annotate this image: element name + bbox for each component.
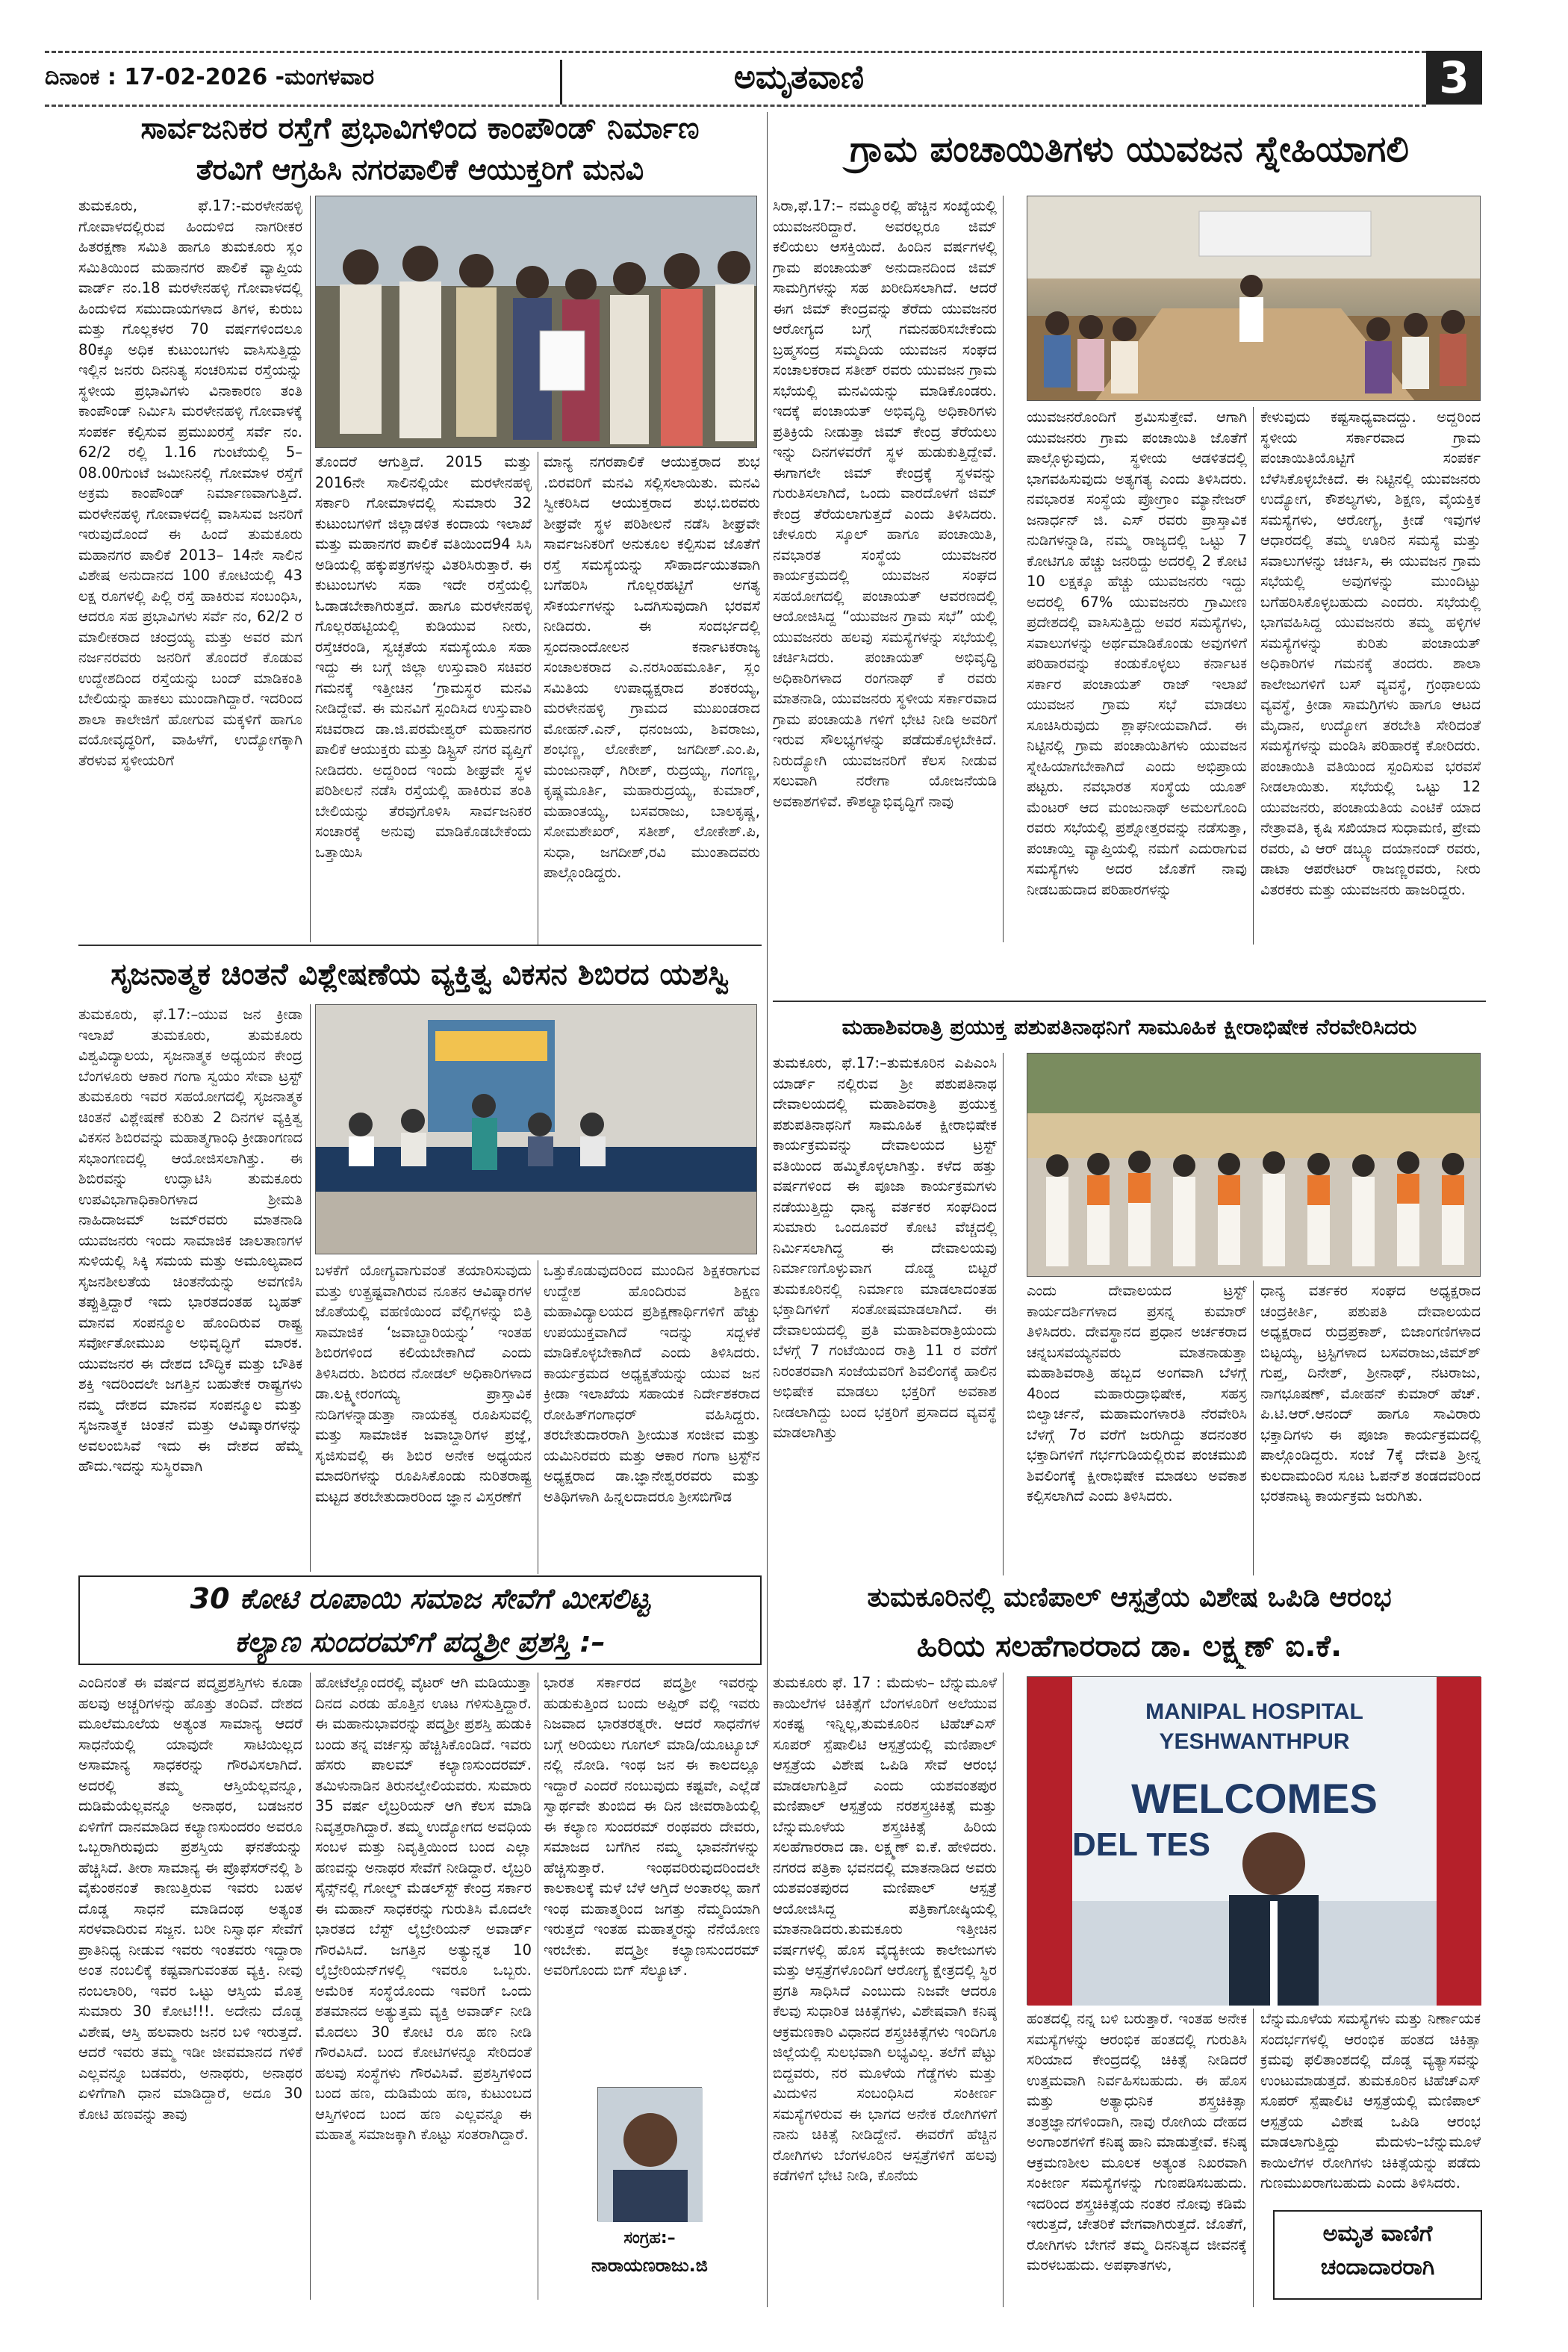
page-number: 3 xyxy=(1426,51,1482,105)
story6-headline-line1: ತುಮಕೂರಿನಲ್ಲಿ ಮಣಿಪಾಲ್ ಆಸ್ಪತ್ರೆಯ ವಿಶೇಷ ಒಪಿಡಿ ಆರಂಭ xyxy=(867,1582,1392,1613)
section-rule xyxy=(773,1001,1486,1002)
section-rule xyxy=(78,945,762,946)
masthead-bottom-rule xyxy=(45,105,1426,107)
story3-column-3: ಒತ್ತುಕೊಡುವುದರಿಂದ ಮುಂದಿನ ಶಿಕ್ಷಕರಾಗುವ ಉದ್ದೇಶ ಹೊಂದಿರುವ ಶಿಕ್ಷಣ ಮಹಾವಿದ್ಯಾಲಯದ ಪ್ರಶಿಕ್ಷಣಾರ್ಥಿಗಳಿಗೆ ಹೆಚ್ಚು ಉಪಯುಕ್ತವಾಗಿದೆ ಇದನ್ನು ಸದ್ಬಳಕೆ ಮಾಡಿಕೊಳ್ಳಬೇಕಾಗಿದೆ ಎಂದು ತಿಳಿಸಿದರು. ಕಾರ್ಯಕ್ರಮದ ಅಧ್ಯಕ್ಷತೆಯನ್ನು ಯುವ ಜನ ಕ್ರೀಡಾ ಇಲಾಖೆಯ ಸಹಾಯಕ ನಿರ್ದೇಶಕರಾದ ರೋಹಿತ್‌ಗಂಗಾಧರ್ ವಹಿಸಿದ್ದರು. ತರಬೇತುದಾರರಾಗಿ ಶ್ರೀಯುತ ಸಂಜೀವ ಮತ್ತು ಯಮಿನಿರವರು ಮತ್ತು ಆಕಾರ ಗಂಗಾ ಟ್ರಸ್ಟ್‌ನ ಅಧ್ಯಕ್ಷರಾದ ಡಾ.ಜ್ಞಾನೇಶ್ವರರವರು ಮತ್ತು ಅತಿಥಿಗಳಾಗಿ ಹಿನ್ನಲದಾದರೂ ಶ್ರೀಸಬಿಗೌಡ xyxy=(544,1262,760,1505)
banner-line-1: MANIPAL HOSPITAL xyxy=(1145,1699,1363,1724)
story5-column-3: ಭಾರತ ಸರ್ಕಾರದ ಪದ್ಮಶ್ರೀ ಇವರನ್ನು ಹುಡುಕುತ್ತಿಂದ ಬಂದು ಅಪ್ಪಿರ್ ವಲ್ಲಿ ಇವರು ನಿಜವಾದ ಭಾರತರತ್ನರೇ. ಆದರೆ ಸಾಧನೆಗಳ ಬಗ್ಗೆ ಅರಿಯಲು ಗೂಗಲ್ ಮಾಡಿ/ಯೂಟ್ಯೂಬ್ ನಲ್ಲಿ ನೋಡಿ. ಇಂಥ ಜನ ಈ ಕಾಲದಲ್ಲೂ ಇದ್ದಾರೆ ಎಂದರೆ ನಂಬುವುದು ಕಷ್ಟವೇ, ಎಲ್ಲೆಡೆ ಸ್ವಾರ್ಥವೇ ತುಂಬಿದ ಈ ದಿನ ಜೀವರಾಶಿಯಲ್ಲಿ ಈ ಕಲ್ಯಾಣ ಸುಂದರಮ್ ರಂಥವರು ದೇವರು, ಸಮಾಜದ ಬಗೆಗಿನ ನಮ್ಮ ಭಾವನೆಗಳನ್ನು ಹೆಚ್ಚಿಸುತ್ತಾರೆ. ಇಂಥವರಿರುವುದರಿಂದಲೇ ಕಾಲಕಾಲಕ್ಕೆ ಮಳೆ ಬೆಳೆ ಆಗ್ತಿದೆ ಅಂತಾರಲ್ಲ ಹಾಗೆ ಇಂಥ ಮಹಾತ್ಮರಿಂದ ಜಗತ್ತು ನೆಮ್ಮದಿಯಾಗಿ ಇರುತ್ತದೆ ಇಂತಹ ಮಹಾತ್ಮರನ್ನು ನೆನೆಯೋಣ ಇರಬೇಕು. ಪದ್ಮಶ್ರೀ ಕಲ್ಯಾಣಸುಂದರಮ್ ಅವರಿಗೊಂದು ಬಿಗ್ ಸೆಲ್ಯೂಟ್. xyxy=(544,1674,760,1979)
column-rule xyxy=(310,196,311,942)
masthead-divider xyxy=(560,60,562,105)
column-rule xyxy=(1253,1281,1254,1575)
story6-photo xyxy=(1027,1676,1481,2005)
subscribe-line-1: ಅಮೃತ ವಾಣಿಗೆ xyxy=(1322,2221,1433,2247)
story5-headline-line1: 30 ಕೋಟಿ ರೂಪಾಯಿ ಸಮಾಜ ಸೇವೆಗೆ ಮೀಸಲಿಟ್ಟ xyxy=(190,1582,650,1615)
story6-headline-line2: ಹಿರಿಯ ಸಲಹೆಗಾರರಾದ ಡಾ. ಲಕ್ಷ್ಮಣ್ ಐ.ಕೆ. xyxy=(916,1629,1343,1664)
column-rule xyxy=(310,1673,311,2300)
column-rule xyxy=(1253,407,1254,945)
group-photo-illustration xyxy=(316,196,757,448)
top-dashed-rule xyxy=(45,51,1426,53)
story3-column-2: ಬಳಕೆಗೆ ಯೋಗ್ಯವಾಗುವಂತೆ ತಯಾರಿಸುವುದು ಮತ್ತು ಉತ್ಪ್ರಷ್ಟವಾಗಿರುವ ನೂತನ ಆವಿಷ್ಕಾರಗಳ ಜೊತೆಯಲ್ಲಿ ವಹಣಿಯಿಂದ ವೆಲ್ಲಿಗಳನ್ನು ಬಿತ್ರಿ ಸಾಮಾಜಿಕ ‘ಜವಾಬ್ದಾರಿಯನ್ನು’ ಇಂತಹ ಶಿಬಿರಗಳಿಂದ ಕಲಿಯಬೇಕಾಗಿದೆ ಎಂದು ತಿಳಿಸಿದರು. ಶಿಬಿರದ ನೋಡಲ್ ಅಧಿಕಾರಿಗಳಾದ ಡಾ.ಲಕ್ಷ್ಮೀರಂಗಯ್ಯ ಪ್ರಾಸ್ತಾವಿಕ ನುಡಿಗಳನ್ನಾಡುತ್ತಾ ನಾಯಕತ್ವ ರೂಪಿಸುವಲ್ಲಿ ಮತ್ತು ಸಾಮಾಜಿಕ ಜವಾಬ್ದಾರಿಗಳ ಪ್ರಜ್ಞೆ, ಸೃಜಿಸುವಲ್ಲಿ ಈ ಶಿಬಿರ ಅನೇಕ ಅಧ್ಯಯನ ಮಾದರಿಗಳನ್ನು ರೂಪಿಸಿಕೊಂಡು ನುರಿತರಾಷ್ಟ್ರ ಮಟ್ಟದ ತರಬೇತುದಾರರಿಂದ ಜ್ಞಾನ ವಿಸ್ತರಣೆಗೆ xyxy=(315,1262,532,1505)
column-rule xyxy=(1003,1053,1004,1575)
column-rule xyxy=(310,1004,311,1572)
story1-column-3: ಮಾನ್ಯ ನಗರಪಾಲಿಕೆ ಆಯುಕ್ತರಾದ ಶುಭ .ಬಿರವರಿಗೆ ಮನವಿ ಸಲ್ಲಿಸಲಾಯಿತು. ಮನವಿ ಸ್ವೀಕರಿಸಿದ ಆಯುಕ್ತರಾದ ಶುಭ.ಬಿರವರು ಶೀಘ್ರವೇ ಸ್ಥಳ ಪರಿಶೀಲನೆ ನಡೆಸಿ ಶೀಘ್ರವೇ ಸಾರ್ವಜನಿಕರಿಗೆ ಅನುಕೂಲ ಕಲ್ಪಿಸುವ ಜೊತೆಗೆ ರಸ್ತೆ ಸಮಸ್ಯೆಯನ್ನು ಸೌಹಾರ್ದಯುತವಾಗಿ ಬಗೆಹರಿಸಿ ಗೊಲ್ಲರಹಟ್ಟಿಗೆ ಅಗತ್ಯ ಸೌಕರ್ಯಗಳನ್ನು ಒದಗಿಸುವುದಾಗಿ ಭರವಸೆ ನೀಡಿದರು. ಈ ಸಂದರ್ಭದಲ್ಲಿ ಸ್ಪಂದನಾಂದೋಲನ ಕರ್ನಾಟಕರಾಜ್ಯ ಸಂಚಾಲಕರಾದ ಎ.ನರಸಿಂಹಮೂರ್ತಿ, ಸ್ಲಂ ಸಮಿತಿಯ ಉಪಾಧ್ಯಕ್ಷರಾದ ಶಂಕರಯ್ಯ, ಮರಳೇನಹಳ್ಳಿ ಗ್ರಾಮದ ಮುಖಂಡರಾದ ಮೋಹನ್.ಎನ್, ಧನಂಜಯ, ಶಿವರಾಜು, ಶಂಭಣ್ಣ, ಲೋಕೇಶ್, ಜಗದೀಶ್.ಎಂ.ಪಿ, ಮಂಜುನಾಥ್, ಗಿರೀಶ್, ರುದ್ರಯ್ಯ, ಗಂಗಣ್ಣ, ಕೃಷ್ಣಮೂರ್ತಿ, ಮಹಾರುದ್ರಯ್ಯ, ಕುಮಾರ್, ಮಹಾಂತಯ್ಯ, ಬಸವರಾಜು, ಬಾಲಕೃಷ್ಣ, ಸೋಮಶೇಖರ್, ಸತೀಶ್, ಲೋಕೇಶ್.ಪಿ, ಸುಧಾ, ಜಗದೀಶ್,ರವಿ ಮುಂತಾದವರು ಪಾಲ್ಗೊಂಡಿದ್ದರು. xyxy=(544,453,760,881)
story6-column-1: ತುಮಕೂರು ಫೆ. 17 : ಮೆದುಳು– ಬೆನ್ನುಮೂಳೆ ಕಾಯಿಲೆಗಳ ಚಿಕಿತ್ಸೆಗೆ ಬೆಂಗಳೂರಿಗೆ ಅಲೆಯುವ ಸಂಕಷ್ಟ ಇನ್ನಿಲ್ಲ,ತುಮಕೂರಿನ ಟಿಹೆಚ್‌ಎಸ್ ಸೂಪರ್ ಸ್ಪೆಷಾಲಿಟಿ ಆಸ್ಪತ್ರೆಯಲ್ಲಿ ಮಣಿಪಾಲ್ ಆಸ್ಪತ್ರೆಯ ವಿಶೇಷ ಒಪಿಡಿ ಸೇವೆ ಆರಂಭ ಮಾಡಲಾಗುತ್ತಿದೆ ಎಂದು ಯಶವಂತಪುರ ಮಣಿಪಾಲ್ ಆಸ್ಪತ್ರೆಯ ನರಶಸ್ತ್ರಚಿಕಿತ್ಸೆ ಮತ್ತು ಬೆನ್ನುಮೂಳೆಯ ಶಸ್ತ್ರಚಿಕಿತ್ಸೆ ಹಿರಿಯ ಸಲಹೆಗಾರರಾದ ಡಾ. ಲಕ್ಷ್ಮಣ್ ಐ.ಕೆ. ಹೇಳಿದರು. ನಗರದ ಪತ್ರಿಕಾ ಭವನದಲ್ಲಿ ಮಾತನಾಡಿದ ಅವರು ಯಶವಂತಪುರದ ಮಣಿಪಾಲ್ ಆಸ್ಪತ್ರೆ ಆಯೋಜಿಸಿದ್ದ ಪತ್ರಿಕಾಗೋಷ್ಠಿಯಲ್ಲಿ ಮಾತನಾಡಿದರು.ತುಮಕೂರು ಇತ್ತೀಚಿನ ವರ್ಷಗಳಲ್ಲಿ ಹೊಸ ವೈದ್ಯಕೀಯ ಕಾಲೇಜುಗಳು ಮತ್ತು ಆಸ್ಪತ್ರೆಗಳೊಂದಿಗೆ ಆರೋಗ್ಯ ಕ್ಷೇತ್ರದಲ್ಲಿ ಸ್ಥಿರ ಪ್ರಗತಿ ಸಾಧಿಸಿದೆ ಎಂಬುದು ನಿಜವೇ ಆದರೂ ಕೆಲವು ಸುಧಾರಿತ ಚಿಕಿತ್ಸೆಗಳು, ವಿಶೇಷವಾಗಿ ಕನಿಷ್ಠ ಆಕ್ರಮಣಕಾರಿ ವಿಧಾನದ ಶಸ್ತ್ರಚಿಕಿತ್ಸೆಗಳು ಇಂದಿಗೂ ಜಿಲ್ಲೆಯಲ್ಲಿ ಸುಲಭವಾಗಿ ಲಭ್ಯವಿಲ್ಲ. ತಲೆಗೆ ಪೆಟ್ಟು ಬಿದ್ದವರು, ನರ ಮೂಳೆಯ ಗೆಡ್ಡೆಗಳು ಮತ್ತು ಮಿದುಳಿನ ಸಂಬಂಧಿಸಿದ ಸಂಕೀರ್ಣ ಸಮಸ್ಯೆಗಳಿರುವ ಈ ಭಾಗದ ಅನೇಕ ರೋಗಿಗಳಿಗೆ ನಾನು ಚಿಕಿತ್ಸೆ ನೀಡಿದ್ದೇನೆ. ಈವರೆಗೆ ಹೆಚ್ಚಿನ ರೋಗಿಗಳು ಬೆಂಗಳೂರಿನ ಆಸ್ಪತ್ರೆಗಳಿಗೆ ಹಲವು ಕಡೆಗಳಿಗೆ ಭೇಟಿ ನೀಡಿ, ಕೊನೆಯ xyxy=(773,1674,997,2184)
column-rule xyxy=(1253,2009,1254,2307)
story2-photo xyxy=(1027,196,1481,401)
story2-column-2: ಯುವಜನರೊಂದಿಗೆ ಶ್ರಮಿಸುತ್ತೇವೆ. ಆಗಾಗಿ ಯುವಜನರು ಗ್ರಾಮ ಪಂಚಾಯಿತಿ ಜೊತೆಗೆ ಪಾಲ್ಗೊಳ್ಳುವುದು, ಸ್ಥಳೀಯ ಆಡಳಿತದಲ್ಲಿ ಭಾಗವಹಿಸುವುದು ಅತ್ಯಗತ್ಯ ಎಂದು ತಿಳಿಸಿದರು. ನವಭಾರತ ಸಂಸ್ಥೆಯ ಪ್ರೋಗ್ರಾಂ ಮ್ಯಾನೇಜರ್ ಜನಾರ್ಧನ್ ಜಿ. ಎಸ್ ರವರು ಪ್ರಾಸ್ತಾವಿಕ ನುಡಿಗಳನ್ನಾಡಿ, ನಮ್ಮ ರಾಜ್ಯದಲ್ಲಿ ಒಟ್ಟು 7 ಕೋಟಿಗೂ ಹೆಚ್ಚು ಜನರಿದ್ದು ಅದರಲ್ಲಿ 2 ಕೋಟಿ 10 ಲಕ್ಷಕ್ಕೂ ಹೆಚ್ಚು ಯುವಜನರು ಇದ್ದು ಅದರಲ್ಲಿ 67% ಯುವಜನರು ಗ್ರಾಮೀಣ ಪ್ರದೇಶದಲ್ಲಿ ವಾಸಿಸುತ್ತಿದ್ದು ಅವರ ಸಮಸ್ಯೆಗಳು, ಸವಾಲುಗಳನ್ನು ಅರ್ಥಮಾಡಿಕೊಂಡು ಅವುಗಳಿಗೆ ಪರಿಹಾರವನ್ನು ಕಂಡುಕೊಳ್ಳಲು ಕರ್ನಾಟಕ ಸರ್ಕಾರ ಪಂಚಾಯತ್ ರಾಜ್ ಇಲಾಖೆ ಯುವಜನ ಗ್ರಾಮ ಸಭೆ ಮಾಡಲು ಸೂಚಿಸಿರುವುದು ಶ್ಲಾಘನೀಯವಾಗಿದೆ. ಈ ನಿಟ್ಟಿನಲ್ಲಿ ಗ್ರಾಮ ಪಂಚಾಯಿತಿಗಳು ಯುವಜನ ಸ್ನೇಹಿಯಾಗಬೇಕಾಗಿದೆ ಎಂದು ಅಭಿಪ್ರಾಯ ಪಟ್ಟರು. ನವಭಾರತ ಸಂಸ್ಥೆಯ ಯೂತ್ ಮೆಂಟರ್ ಆದ ಮಂಜುನಾಥ್ ಅಮಲಗೊಂದಿ ರವರು ಸಭೆಯಲ್ಲಿ ಪ್ರಶ್ನೋತ್ತರವನ್ನು ನಡೆಸುತ್ತಾ, ಪಂಚಾಯ್ತಿ ವ್ಯಾಪ್ತಿಯಲ್ಲಿ ನಮಗೆ ಎದುರಾಗುವ ಸಮಸ್ಯೆಗಳು ಅದರ ಜೊತೆಗೆ ನಾವು ನೀಡಬಹುದಾದ ಪರಿಹಾರಗಳನ್ನು xyxy=(1027,408,1247,898)
story4-column-2: ಎಂದು ದೇವಾಲಯದ ಟ್ರಸ್ಟ್ ಕಾರ್ಯದರ್ಶಿಗಳಾದ ಪ್ರಸನ್ನ ಕುಮಾರ್ ತಿಳಿಸಿದರು. ದೇವಸ್ಥಾನದ ಪ್ರಧಾನ ಅರ್ಚಕರಾದ ಚನ್ನಬಸವಯ್ಯನವರು ಮಾತನಾಡುತ್ತಾ ಮಹಾಶಿವರಾತ್ರಿ ಹಬ್ಬದ ಅಂಗವಾಗಿ ಬೆಳಗ್ಗೆ 4ರಿಂದ ಮಹಾರುದ್ರಾಭಿಷೇಕ, ಸಹಸ್ರ ಬಿಲ್ವಾರ್ಚನೆ, ಮಹಾಮಂಗಳಾರತಿ ನೆರವೇರಿಸಿ ಬೆಳಗ್ಗೆ 7ರ ವರೆಗೆ ಜರುಗಿದ್ದು ತದನಂತರ ಭಕ್ತಾದಿಗಳಿಗೆ ಗರ್ಭಗುಡಿಯಲ್ಲಿರುವ ಪಂಚಮುಖಿ ಶಿವಲಿಂಗಕ್ಕೆ ಕ್ಷೀರಾಭಿಷೇಕ ಮಾಡಲು ಅವಕಾಶ ಕಲ್ಪಿಸಲಾಗಿದೆ ಎಂದು ತಿಳಿಸಿದರು. xyxy=(1027,1282,1247,1505)
story4-column-1: ತುಮಕೂರು, ಫೆ.17:–ತುಮಕೂರಿನ ಎಪಿಎಂಸಿ ಯಾರ್ಡ್ ನಲ್ಲಿರುವ ಶ್ರೀ ಪಶುಪತಿನಾಥ ದೇವಾಲಯದಲ್ಲಿ ಮಹಾಶಿವರಾತ್ರಿ ಪ್ರಯುಕ್ತ ಪಶುಪತಿನಾಥನಿಗೆ ಸಾಮೂಹಿಕ ಕ್ಷೀರಾಭಿಷೇಕ ಕಾರ್ಯಕ್ರಮವನ್ನು ದೇವಾಲಯದ ಟ್ರಸ್ಟ್ ವತಿಯಿಂದ ಹಮ್ಮಿಕೊಳ್ಳಲಾಗಿತ್ತು. ಕಳೆದ ಹತ್ತು ವರ್ಷಗಳಿಂದ ಈ ಪೂಜಾ ಕಾರ್ಯಕ್ರಮಗಳು ನಡೆಯುತ್ತಿದ್ದು ಧಾನ್ಯ ವರ್ತಕರ ಸಂಘದಿಂದ ಸುಮಾರು ಒಂದೂವರೆ ಕೋಟಿ ವೆಚ್ಚದಲ್ಲಿ ನಿರ್ಮಿಸಲಾಗಿದ್ದ ಈ ದೇವಾಲಯವು ನಿರ್ಮಾಣಗೊಳ್ಳುವಾಗ ದೊಡ್ಡ ಬಿಟ್ಟರೆ ತುಮಕೂರಿನಲ್ಲಿ ನಿರ್ಮಾಣ ಮಾಡಲಾದಂತಹ ಭಕ್ತಾದಿಗಳಿಗೆ ಸಂತೋಷಮಾಡಲಾಗಿದೆ. ಈ ದೇವಾಲಯದಲ್ಲಿ ಪ್ರತಿ ಮಹಾಶಿವರಾತ್ರಿಯಂದು ಬೆಳಗ್ಗೆ 7 ಗಂಟೆಯಿಂದ ರಾತ್ರಿ 11 ರ ವರೆಗೆ ನಿರಂತರವಾಗಿ ಸಂಜೆಯವರಿಗೆ ಶಿವಲಿಂಗಕ್ಕೆ ಹಾಲಿನ ಅಭಿಷೇಕ ಮಾಡಲು ಭಕ್ತರಿಗೆ ಅವಕಾಶ ನೀಡಲಾಗಿದ್ದು ಬಂದ ಭಕ್ತರಿಗೆ ಪ್ರಸಾದದ ವ್ಯವಸ್ಥೆ ಮಾಡಲಾಗಿತ್ತು xyxy=(773,1054,997,1441)
newspaper-title: ಅಮೃತವಾಣಿ xyxy=(733,58,865,96)
story4-column-3: ಧಾನ್ಯ ವರ್ತಕರ ಸಂಘದ ಅಧ್ಯಕ್ಷರಾದ ಚಂದ್ರಕೀರ್ತಿ, ಪಶುಪತಿ ದೇವಾಲಯದ ಅಧ್ಯಕ್ಷರಾದ ರುದ್ರಪ್ರಕಾಶ್, ಬಿಜಾಂಗಣಿಗಳಾದ ಬಿಟ್ಟಯ್ಯ, ಟ್ರಸ್ಟಿಗಳಾದ ಬಸವರಾಜು,ಜಿಮ್‌ಶ್ ಗುಪ್ತ, ದಿನೇಶ್, ಶ್ರೀನಾಥ್, ನಟರಾಜು, ನಾಗಭೂಷಣ್, ಮೋಹನ್ ಕುಮಾರ್ ಹೆಚ್. ಪಿ.ಟಿ.ಆರ್.ಆನಂದ್ ಹಾಗೂ ಸಾವಿರಾರು ಭಕ್ತಾದಿಗಳು ಈ ಪೂಜಾ ಕಾರ್ಯಕ್ರಮದಲ್ಲಿ ಪಾಲ್ಗೊಂಡಿದ್ದರು. ಸಂಜೆ 7ಕ್ಕೆ ದೇವತಿ ಶ್ರೀನ್ನ ಕುಲದಾಮಂದಿರ ಸೂಟ ಓಪನ್‌ಶ ತಂಡದವರಿಂದ ಭರತನಾಟ್ಯ ಕಾರ್ಯಕ್ರಮ ಜರುಗಿತು. xyxy=(1260,1282,1481,1505)
subscribe-line-2: ಚಂದಾದಾರರಾಗಿ xyxy=(1320,2254,1435,2280)
story3-photo xyxy=(315,1004,757,1254)
story5-column-2: ಹೋಟೆಲ್ಲೊಂದರಲ್ಲಿ ವೈಟರ್ ಆಗಿ ಮಡಿಯುತ್ತಾ ದಿನದ ಎರಡು ಹೊತ್ತಿನ ಊಟ ಗಳಿಸುತ್ತಿದ್ದಾರೆ. ಈ ಮಹಾನುಭಾವರನ್ನು ಪದ್ಮಶ್ರೀ ಪ್ರಶಸ್ತಿ ಹುಡುಕಿ ಬಂದು ತನ್ನ ವರ್ಚಸ್ಸು ಹೆಚ್ಚಿಸಿಕೊಂಡಿದೆ. ಇವರು ಹೆಸರು ಪಾಲಮ್ ಕಲ್ಯಾಣಸುಂದರಮ್. ತಮಿಳುನಾಡಿನ ತಿರುನಲ್ವೇಲಿಯವರು. ಸುಮಾರು 35 ವರ್ಷ ಲೈಬ್ರರಿಯನ್ ಆಗಿ ಕೆಲಸ ಮಾಡಿ ನಿವೃತ್ತರಾಗಿದ್ದಾರೆ. ತಮ್ಮ ಉದ್ಯೋಗದ ಅವಧಿಯ ಸಂಬಳ ಮತ್ತು ನಿವೃತ್ತಿಯಿಂದ ಬಂದ ಎಲ್ಲಾ ಹಣವನ್ನು ಅನಾಥರ ಸೇವೆಗೆ ನೀಡಿದ್ದಾರೆ. ಲೈಬ್ರರಿ ಸೈನ್ಸ್‌ನಲ್ಲಿ ಗೋಲ್ಡ್ ಮೆಡಲ್‌ಸ್ಟ್ ಕೇಂದ್ರ ಸರ್ಕಾರ ಈ ಮಹಾನ್ ಸಾಧಕರನ್ನು ಗುರುತಿಸಿ ಮೊದಲೇ ಭಾರತದ ಬೆಸ್ಟ್ ಲೈಬ್ರೇರಿಯನ್ ಅವಾರ್ಡ್ ಗೌರವಿಸಿದೆ. ಜಗತ್ತಿನ ಅತ್ಯುನ್ನತ 10 ಲೈಬ್ರೇರಿಯನ್‌ಗಳಲ್ಲಿ ಇವರೂ ಒಬ್ಬರು. ಅಮೆರಿಕ ಸಂಸ್ಥೆಯೊಂದು ಇವರಿಗೆ ಒಂದು ಶತಮಾನದ ಅತ್ಯುತ್ತಮ ವ್ಯಕ್ತಿ ಅವಾರ್ಡ್ ನೀಡಿ ಮೊದಲು 30 ಕೋಟಿ ರೂ ಹಣ ನೀಡಿ ಗೌರವಿಸಿದೆ. ಬಂದ ಕೋಟಿಗಳನ್ನೂ ಸೇರಿದಂತೆ ಹಲವು ಸಂಸ್ಥೆಗಳು ಗೌರವಿಸಿವೆ. ಪ್ರಶಸ್ತಿಗಳಿಂದ ಬಂದ ಹಣ, ದುಡಿಮೆಯ ಹಣ, ಕುಟುಂಬದ ಆಸ್ತಿಗಳಿಂದ ಬಂದ ಹಣ ಎಲ್ಲವನ್ನೂ ಈ ಮಹಾತ್ಮ ಸಮಾಜಕ್ಕಾಗಿ ಕೊಟ್ಟು ಸಂತರಾಗಿದ್ದಾರೆ. xyxy=(315,1674,532,2143)
banner-line-4: DEL TES xyxy=(1072,1826,1211,1863)
section-rule xyxy=(767,945,768,2307)
story5-column-1: ಎಂದಿನಂತೆ ಈ ವರ್ಷದ ಪದ್ಮಪ್ರಶಸ್ತಿಗಳು ಕೂಡಾ ಹಲವು ಅಚ್ಚರಿಗಳನ್ನು ಹೊತ್ತು ತಂದಿವೆ. ದೇಶದ ಮೂಲೆಮೂಲೆಯ ಅತ್ಯಂತ ಸಾಮಾನ್ಯ ಆದರೆ ಸಾಧನೆಯಲ್ಲಿ ಯಾವುದೇ ಸಾಟಿಯಿಲ್ಲದ ಅಸಾಮಾನ್ಯ ಸಾಧಕರನ್ನು ಗೌರವಿಸಲಾಗಿದೆ. ಅದರಲ್ಲಿ ತಮ್ಮ ಆಸ್ತಿಯೆಲ್ಲವನ್ನೂ, ದುಡಿಮೆಯೆಲ್ಲವನ್ನೂ ಅನಾಥರ, ಬಡಜನರ ಏಳಿಗೆಗೆ ದಾನಮಾಡಿದ ಕಲ್ಯಾಣಸುಂದರಂ ಅವರೂ ಒಬ್ಬರಾಗಿರುವುದು ಪ್ರಶಸ್ತಿಯ ಘನತೆಯನ್ನು ಹೆಚ್ಚಿಸಿದೆ. ತೀರಾ ಸಾಮಾನ್ಯ ಈ ಪ್ರೊಫೆಸರ್‌ನಲ್ಲಿ ಶಿ ವೈಕುಂಠನಂತೆ ಕಾಣುತ್ತಿರುವ ಇವರು ಬಹಳ ದೊಡ್ಡ ಸಾಧನೆ ಮಾಡಿದಂಥ ಅತ್ಯಂತ ಸರಳವಾದಿರುವ ಸಜ್ಜನ. ಬರೀ ನಿಸ್ವಾರ್ಥ ಸೇವೆಗೆ ಪ್ರಾತಿನಿಧ್ಯ ನೀಡುವ ಇವರು ಇಂತವರು ಇದ್ದಾರಾ ಅಂತ ನಂಬಲಿಕ್ಕೆ ಕಷ್ಟವಾಗುವಂತಹ ವ್ಯಕ್ತಿ. ನೀವು ನಂಬಲಾರಿರಿ, ಇವರ ಒಟ್ಟು ಆಸ್ತಿಯ ಮೊತ್ತ ಸುಮಾರು 30 ಕೋಟಿ!!!. ಅದೇನು ದೊಡ್ಡ ವಿಶೇಷ, ಆಸ್ತಿ ಹಲವಾರು ಜನರ ಬಳಿ ಇರುತ್ತದೆ. ಆದರೆ ಇವರು ತಮ್ಮ ಇಡೀ ಜೀವಮಾನದ ಗಳಿಕೆ ಎಲ್ಲವನ್ನೂ ಬಡವರು, ಅನಾಥರು, ಅನಾಥರ ಏಳಿಗೆಗಾಗಿ ಧಾನ ಮಾಡಿದ್ದಾರೆ, ಅದೂ 30 ಕೋಟಿ ಹಣವನ್ನು ತಾವು xyxy=(78,1674,302,2123)
story2-headline: ಗ್ರಾಮ ಪಂಚಾಯಿತಿಗಳು ಯುವಜನ ಸ್ನೇಹಿಯಾಗಲಿ xyxy=(850,128,1409,170)
story1-headline-line2: ತೆರವಿಗೆ ಆಗ್ರಹಿಸಿ ನಗರಪಾಲಿಕೆ ಆಯುಕ್ತರಿಗೆ ಮನವಿ xyxy=(196,153,644,186)
story1-column-2: ತೊಂದರೆ ಆಗುತ್ತಿದೆ. 2015 ಮತ್ತು 2016ನೇ ಸಾಲಿನಲ್ಲಿಯೇ ಮರಳೇನಹಳ್ಳಿ ಸರ್ಕಾರಿ ಗೋಮಾಳದಲ್ಲಿ ಸುಮಾರು 32 ಕುಟುಂಬಗಳಿಗೆ ಜಿಲ್ಲಾಡಳಿತ ಕಂದಾಯ ಇಲಾಖೆ ಮತ್ತು ಮಹಾನಗರ ಪಾಲಿಕೆ ವತಿಯಿಂದ94 ಸಿಸಿ ಅಡಿಯಲ್ಲಿ ಹಕ್ಕುಪತ್ರಗಳನ್ನು ವಿತರಿಸಿರುತ್ತಾರೆ. ಈ ಕುಟುಂಬಗಳು ಸಹಾ ಇದೇ ರಸ್ತೆಯಲ್ಲಿ ಓಡಾಡಬೇಕಾಗಿರುತ್ತದೆ. ಹಾಗೂ ಮರಳೇನಹಳ್ಳಿ ಗೊಲ್ಲರಹಟ್ಟಿಯಲ್ಲಿ ಕುಡಿಯುವ ನೀರು, ರಸ್ತೆಚರಂಡಿ, ಸ್ವಚ್ಛತೆಯ ಸಮಸ್ಯೆಯೂ ಸಹಾ ಇದ್ದು ಈ ಬಗ್ಗೆ ಜಿಲ್ಲಾ ಉಸ್ತುವಾರಿ ಸಚಿವರ ಗಮನಕ್ಕೆ ಇತ್ತೀಚಿನ ‘ಗ್ರಾಮಸ್ಥರ ಮನವಿ ನೀಡಿದ್ದೇವೆ. ಈ ಮನವಿಗೆ ಸ್ಪಂದಿಸಿದ ಉಸ್ತುವಾರಿ ಸಚಿವರಾದ ಡಾ.ಜಿ.ಪರಮೇಶ್ವರ್ ಮಹಾನಗರ ಪಾಲಿಕೆ ಆಯುಕ್ತರು ಮತ್ತು ಡಿಸ್ಟ್ರಿಸ್ ನಗರ ವ್ಯಪ್ತಿಗೆ ನೀಡಿದರು. ಅದ್ದರಿಂದ ಇಂದು ಶೀಘ್ರವೇ ಸ್ಥಳ ಪರಿಶೀಲನೆ ನಡೆಸಿ ರಸ್ತೆಯಲ್ಲಿ ಹಾಕಿರುವ ತಂತಿ ಬೇಲಿಯನ್ನು ತೆರವುಗೊಳಿಸಿ ಸಾರ್ವಜನಿಕರ ಸಂಚಾರಕ್ಕೆ ಅನುವು ಮಾಡಿಕೊಡಬೇಕೆಂದು ಒತ್ತಾಯಿಸಿ xyxy=(315,453,532,861)
story5-headline-box xyxy=(78,1575,762,1665)
workshop-photo-illustration xyxy=(316,1005,757,1254)
temple-photo-illustration xyxy=(1027,1054,1481,1277)
column-rule xyxy=(1003,1673,1004,2307)
story2-column-1: ಸಿರಾ,ಫೆ.17:– ನಮ್ಮೂರಲ್ಲಿ ಹೆಚ್ಚಿನ ಸಂಖ್ಯೆಯಲ್ಲಿ ಯುವಜನರಿದ್ದಾರೆ. ಅವರಲ್ಲರೂ ಜಿಮ್ ಕಲಿಯಲು ಆಸಕ್ತಿಯಿದೆ. ಹಿಂದಿನ ವರ್ಷಗಳಲ್ಲಿ ಗ್ರಾಮ ಪಂಚಾಯತ್ ಅನುದಾನದಿಂದ ಜಿಮ್ ಸಾಮಗ್ರಿಗಳನ್ನು ಸಹ ಖರೀದಿಸಲಾಗಿದೆ. ಆದರೆ ಈಗ ಜಿಮ್ ಕೇಂದ್ರವನ್ನು ತೆರೆದು ಯುವಜನರ ಆರೋಗ್ಯದ ಬಗ್ಗೆ ಗಮನಹರಿಸಬೇಕೆಂದು ಬ್ರಹ್ಮಸಂದ್ರ ಸಮ್ಮದಿಯ ಯುವಜನ ಸಂಘದ ಸಂಚಾಲಕರಾದ ಸತೀಶ್ ರವರು ಯುವಜನ ಗ್ರಾಮ ಸಭೆಯಲ್ಲಿ ಮನವಿಯನ್ನು ಮಾಡಿಕೊಂಡರು. ಇದಕ್ಕೆ ಪಂಚಾಯತ್ ಅಭಿವೃದ್ಧಿ ಅಧಿಕಾರಿಗಳು ಪ್ರತಿಕ್ರಿಯೆ ನೀಡುತ್ತಾ ಜಿಮ್ ಕೇಂದ್ರ ತೆರೆಯಲು ಇನ್ನು ದಿನಗಳವರೆಗೆ ಸ್ಥಳ ಹುಡುಕುತ್ತಿದ್ದೇವೆ. ಈಗಾಗಲೇ ಜಿಮ್ ಕೇಂದ್ರಕ್ಕೆ ಸ್ಥಳವನ್ನು ಗುರುತಿಸಲಾಗಿದೆ, ಒಂದು ವಾರದೊಳಗೆ ಜಿಮ್ ಕೇಂದ್ರ ತೆರೆಯಲಾಗುತ್ತದೆ ಎಂದು ತಿಳಿಸಿದರು. ಚೇಳೂರು ಸ್ಕೂಲ್ ಹಾಗೂ ಪಂಚಾಯಿತಿ, ನವಭಾರತ ಸಂಸ್ಥೆಯ ಯುವಜನರ ಕಾರ್ಯಕ್ರಮದಲ್ಲಿ ಯುವಜನ ಸಂಘದ ಸಹಯೋಗದಲ್ಲಿ ಪಂಚಾಯತ್ ಆವರಣದಲ್ಲಿ ಆಯೋಜಿಸಿದ್ದ “ಯುವಜನ ಗ್ರಾಮ ಸಭೆ” ಯಲ್ಲಿ ಯುವಜನರು ಹಲವು ಸಮಸ್ಯೆಗಳನ್ನು ಸಭೆಯಲ್ಲಿ ಚರ್ಚಿಸಿದರು. ಪಂಚಾಯತ್ ಅಭಿವೃದ್ಧಿ ಅಧಿಕಾರಿಗಳಾದ ರಂಗನಾಥ್ ಕೆ ರವರು ಮಾತನಾಡಿ, ಯುವಜನರು ಸ್ಥಳೀಯ ಸರ್ಕಾರವಾದ ಗ್ರಾಮ ಪಂಚಾಯತಿ ಗಳಿಗೆ ಭೇಟಿ ನೀಡಿ ಅವರಿಗೆ ಇರುವ ಸೌಲಭ್ಯಗಳನ್ನು ಪಡೆದುಕೊಳ್ಳಬೇಕಿದೆ. ನಿರುದ್ಯೋಗಿ ಯುವಜನರಿಗೆ ಕೆಲಸ ನೀಡುವ ಸಲುವಾಗಿ ನರೇಗಾ ಯೋಜನೆಯಡಿ ಅವಕಾಶಗಳಿವೆ. ಕೌಶಲ್ಯಾಭಿವೃದ್ಧಿಗೆ ನಾವು xyxy=(773,197,997,810)
story5-credit-name: ನಾರಾಯಣರಾಜು.ಜಿ xyxy=(591,2255,708,2276)
portrait-photo-illustration xyxy=(598,2088,703,2222)
story4-headline: ಮಹಾಶಿವರಾತ್ರಿ ಪ್ರಯುಕ್ತ ಪಶುಪತಿನಾಥನಿಗೆ ಸಾಮೂಹಿಕ ಕ್ಷೀರಾಭಿಷೇಕ ನೆರವೇರಿಸಿದರು xyxy=(841,1014,1417,1039)
story5-portrait xyxy=(597,2087,702,2221)
story3-headline: ಸೃಜನಾತ್ಮಕ ಚಿಂತನೆ ವಿಶ್ಲೇಷಣೆಯ ವ್ಯಕ್ತಿತ್ವ ವಿಕಸನ ಶಿಬಿರದ ಯಶಸ್ವಿ xyxy=(111,957,729,992)
banner-line-3: WELCOMES xyxy=(1131,1775,1378,1822)
story6-column-3: ಬೆನ್ನುಮೂಳೆಯ ಸಮಸ್ಯೆಗಳು ಮತ್ತು ನಿರ್ಣಾಯಕ ಸಂದರ್ಭಗಳಲ್ಲಿ ಆರಂಭಿಕ ಹಂತದ ಚಿಕಿತ್ಸಾ ಕ್ರಮವು ಫಲಿತಾಂಶದಲ್ಲಿ ದೊಡ್ಡ ವ್ಯತ್ಯಾಸವನ್ನು ಉಂಟುಮಾಡುತ್ತದೆ. ತುಮಕೂರಿನ ಟಿಹೆಚ್‌ಎಸ್ ಸೂಪರ್ ಸ್ಪೆಷಾಲಿಟಿ ಆಸ್ಪತ್ರೆಯಲ್ಲಿ ಮಣಿಪಾಲ್ ಆಸ್ಪತ್ರೆಯ ವಿಶೇಷ ಒಪಿಡಿ ಆರಂಭ ಮಾಡಲಾಗುತ್ತಿದ್ದು ಮೆದುಳು–ಬೆನ್ನುಮೂಳೆ ಕಾಯಿಲೆಗಳ ರೋಗಿಗಳು ಚಿಕಿತ್ಸೆಯನ್ನು ಪಡೆದು ಗುಣಮುಖರಾಗಬಹುದು ಎಂದು ತಿಳಿಸಿದರು. xyxy=(1260,2010,1481,2191)
banner-line-2: YESHWANTHPUR xyxy=(1159,1729,1350,1754)
column-rule xyxy=(1003,196,1004,942)
story2-column-3: ಕೇಳುವುದು ಕಷ್ಟಸಾಧ್ಯವಾದದ್ದು. ಅದ್ದರಿಂದ ಸ್ಥಳೀಯ ಸರ್ಕಾರವಾದ ಗ್ರಾಮ ಪಂಚಾಯಿತಿಯೊಟ್ಟಿಗೆ ಸಂಪರ್ಕ ಬೆಳೆಸಿಕೊಳ್ಳಬೇಕಿದೆ. ಈ ನಿಟ್ಟಿನಲ್ಲಿ ಯುವಜನರು ಉದ್ಯೋಗ, ಕೌಶಲ್ಯಗಳು, ಶಿಕ್ಷಣ, ವೈಯಕ್ತಿಕ ಸಮಸ್ಯೆಗಳು, ಆರೋಗ್ಯ, ಕ್ರೀಡೆ ಇವುಗಳ ಆಧಾರದಲ್ಲಿ ತಮ್ಮ ಊರಿನ ಸಮಸ್ಯೆ ಮತ್ತು ಸವಾಲುಗಳನ್ನು ಚರ್ಚಿಸಿ, ಈ ಯುವಜನ ಗ್ರಾಮ ಸಭೆಯಲ್ಲಿ ಅವುಗಳನ್ನು ಮುಂದಿಟ್ಟು ಬಗೆಹರಿಸಿಕೊಳ್ಳಬಹುದು ಎಂದರು. ಸಭೆಯಲ್ಲಿ ಭಾಗವಹಿಸಿದ್ದ ಯುವಜನರು ತಮ್ಮ ಹಳ್ಳಿಗಳ ಸಮಸ್ಯೆಗಳನ್ನು ಕುರಿತು ಪಂಚಾಯತ್ ಅಧಿಕಾರಿಗಳ ಗಮನಕ್ಕೆ ತಂದರು. ಶಾಲಾ ಕಾಲೇಜುಗಳಿಗೆ ಬಸ್ ವ್ಯವಸ್ಥೆ, ಗ್ರಂಥಾಲಯ ವ್ಯವಸ್ಥೆ, ಕ್ರೀಡಾ ಸಾಮಗ್ರಿಗಳು ಹಾಗೂ ಆಟದ ಮೈದಾನ, ಉದ್ಯೋಗ ತರಬೇತಿ ಸೇರಿದಂತೆ ಸಮಸ್ಯೆಗಳನ್ನು ಮಂಡಿಸಿ ಪರಿಹಾರಕ್ಕೆ ಕೋರಿದರು. ಪಂಚಾಯಿತಿ ವತಿಯಿಂದ ಸ್ಪಂದಿಸುವ ಭರವಸೆ ನೀಡಲಾಯಿತು. ಸಭೆಯಲ್ಲಿ ಒಟ್ಟು 12 ಯುವಜನರು, ಪಂಚಾಯತಿಯ ಎಂಟಿಕೆ ಯಾದ ನೇತ್ರಾವತಿ, ಕೃಷಿ ಸಖಿಯಾದ ಸುಧಾಮಣಿ, ಪ್ರೇಮ ರವರು, ವಿ ಆರ್ ಡಬ್ಲ್ಯೂ ದಯಾನಂದ್ ರವರು, ಡಾಟಾ ಆಪರೇಟರ್ ರಾಜಣ್ಣರವರು, ನೀರು ವಿತರಕರು ಮತ್ತು ಯುವಜನರು ಹಾಜರಿದ್ದರು. xyxy=(1260,408,1481,898)
story4-photo xyxy=(1027,1053,1481,1277)
issue-date: ದಿನಾಂಕ : 17-02-2026 -ಮಂಗಳವಾರ xyxy=(45,64,375,90)
story6-column-2: ಹಂತದಲ್ಲಿ ನನ್ನ ಬಳಿ ಬರುತ್ತಾರೆ. ಇಂತಹ ಅನೇಕ ಸಮಸ್ಯೆಗಳನ್ನು ಆರಂಭಿಕ ಹಂತದಲ್ಲಿ ಗುರುತಿಸಿ ಸರಿಯಾದ ಕೇಂದ್ರದಲ್ಲಿ ಚಿಕಿತ್ಸೆ ನೀಡಿದರೆ ಉತ್ತಮವಾಗಿ ನಿರ್ವಹಿಸಬಹುದು. ಈ ಹೊಸ ಮತ್ತು ಅತ್ಯಾಧುನಿಕ ಶಸ್ತ್ರಚಿಕಿತ್ಸಾ ತಂತ್ರಜ್ಞಾನಗಳಿಂದಾಗಿ, ನಾವು ರೋಗಿಯ ದೇಹದ ಅಂಗಾಂಶಗಳಿಗೆ ಕನಿಷ್ಠ ಹಾನಿ ಮಾಡುತ್ತೇವೆ. ಕನಿಷ್ಠ ಆಕ್ರಮಣಶೀಲ ಮೂಲಕ ಅತ್ಯಂತ ನಿಖರವಾಗಿ ಸಂಕೀರ್ಣ ಸಮಸ್ಯೆಗಳನ್ನು ಗುಣಪಡಿಸಬಹುದು. ಇದರಿಂದ ಶಸ್ತ್ರಚಿಕಿತ್ಸೆಯ ನಂತರ ನೋವು ಕಡಿಮೆ ಇರುತ್ತದೆ, ಚೇತರಿಕೆ ವೇಗವಾಗಿರುತ್ತದೆ. ಜೊತೆಗೆ, ರೋಗಿಗಳು ಬೇಗನೆ ತಮ್ಮ ದಿನನಿತ್ಯದ ಜೀವನಕ್ಕೆ ಮರಳಬಹುದು. ಅಪಘಾತಗಳು, xyxy=(1027,2010,1247,2274)
story5-headline-line2: ಕಲ್ಯಾಣ ಸುಂದರಮ್‌ಗೆ ಪದ್ಮಶ್ರೀ ಪ್ರಶಸ್ತಿ :– xyxy=(234,1625,606,1658)
subscribe-box xyxy=(1273,2210,1482,2300)
section-rule xyxy=(767,112,768,945)
meeting-photo-illustration xyxy=(1027,196,1481,401)
story1-photo xyxy=(315,196,757,448)
story3-column-1: ತುಮಕೂರು, ಫೆ.17:–ಯುವ ಜನ ಕ್ರೀಡಾ ಇಲಾಖೆ ತುಮಕೂರು, ತುಮಕೂರು ವಿಶ್ವವಿದ್ಯಾಲಯ, ಸೃಜನಾತ್ಮಕ ಅಧ್ಯಯನ ಕೇಂದ್ರ ಬೆಂಗಳೂರು ಆಕಾರ ಗಂಗಾ ಸ್ವಯಂ ಸೇವಾ ಟ್ರಸ್ಟ್ ತುಮಕೂರು ಇವರ ಸಹಯೋಗದಲ್ಲಿ ಸೃಜನಾತ್ಮಕ ಚಿಂತನೆ ವಿಶ್ಲೇಷಣೆ ಕುರಿತು 2 ದಿನಗಳ ವ್ಯಕ್ತಿತ್ವ ವಿಕಸನ ಶಿಬಿರವನ್ನು ಮಹಾತ್ಮಗಾಂಧಿ ಕ್ರೀಡಾಂಗಣದ ಸಭಾಂಗಣದಲ್ಲಿ ಆಯೋಜಿಸಲಾಗಿತ್ತು. ಈ ಶಿಬಿರವನ್ನು ಉದ್ಘಾಟಿಸಿ ತುಮಕೂರು ಉಪವಿಭಾಗಾಧಿಕಾರಿಗಳಾದ ಶ್ರೀಮತಿ ನಾಹಿದಾಜಮ್ ಜಮ್‌ರವರು ಮಾತನಾಡಿ ಯುವಜನರು ಇಂದು ಸಾಮಾಜಿಕ ಜಾಲತಾಣಗಳ ಸುಳಿಯಲ್ಲಿ ಸಿಕ್ಕಿ ಸಮಯ ಮತ್ತು ಅಮೂಲ್ಯವಾದ ಸೃಜನಶೀಲತೆಯ ಚಿಂತನೆಯನ್ನು ಅವಗಣಿಸಿ ತಪ್ಪುತ್ತಿದ್ದಾರೆ ಇದು ಭಾರತದಂತಹ ಬೃಹತ್ ಮಾನವ ಸಂಪನ್ಮೂಲ ಹೊಂದಿರುವ ರಾಷ್ಟ್ರ ಸರ್ವೋತೋಮುಖ ಅಭಿವೃದ್ಧಿಗೆ ಮಾರಕ. ಯುವಜನರ ಈ ದೇಶದ ಬೌದ್ಧಿಕ ಮತ್ತು ಬೌತಿಕ ಶಕ್ತಿ ಇದರಿಂದಲೇ ಜಗತ್ತಿನ ಬಹುತೇಕ ರಾಷ್ಟ್ರಗಳು ನಮ್ಮ ದೇಶದ ಮಾನವ ಸಂಪನ್ಮೂಲ ಮತ್ತು ಸೃಜನಾತ್ಮಕ ಚಿಂತನೆ ಮತ್ತು ಆವಿಷ್ಕಾರಗಳನ್ನು ಅವಲಂಬಿಸಿವೆ ಇದು ಈ ದೇಶದ ಹೆಮ್ಮೆ ಹೌದು.ಇದನ್ನು ಸುಸ್ಥಿರವಾಗಿ xyxy=(78,1006,302,1475)
story5-credit-label: ಸಂಗ್ರಹ:– xyxy=(623,2229,676,2247)
story1-headline-line1: ಸಾರ್ವಜನಿಕರ ರಸ್ತೆಗೆ ಪ್ರಭಾವಿಗಳಿಂದ ಕಾಂಪೌಂಡ್ ನಿರ್ಮಾಣ xyxy=(140,111,700,146)
story1-column-1: ತುಮಕೂರು, ಫೆ.17:-ಮರಳೇನಹಳ್ಳಿ ಗೋವಾಳದಲ್ಲಿರುವ ಹಿಂದುಳಿದ ನಾಗರೀಕರ ಹಿತರಕ್ಷಣಾ ಸಮಿತಿ ಹಾಗೂ ತುಮಕೂರು ಸ್ಲಂ ಸಮಿತಿಯಿಂದ ಮಹಾನಗರ ಪಾಲಿಕೆ ವ್ಯಾಪ್ತಿಯ ವಾರ್ಡ್ ನಂ.18 ಮರಳೇನಹಳ್ಳಿ ಗೋವಾಳದಲ್ಲಿ ಹಿಂದುಳಿದ ಸಮುದಾಯಗಳಾದ ತಿಗಳ, ಕುರುಬ ಮತ್ತು ಗೊಲ್ಲಕಳರ 70 ವರ್ಷಗಳಿಂದಲೂ 80ಕ್ಕೂ ಅಧಿಕ ಕುಟುಂಬಗಳು ವಾಸಿಸುತ್ತಿದ್ದು ಇಲ್ಲಿನ ಜನರು ದಿನನಿತ್ಯ ಸಂಚರಿಸುವ ರಸ್ತೆಯನ್ನು ಸ್ಥಳೀಯ ಪ್ರಭಾವಿಗಳು ವಿನಾಕಾರಣ ತಂತಿ ಕಾಂಪೌಂಡ್ ನಿರ್ಮಿಸಿ ಮರಳೇನಹಳ್ಳಿ ಗೋವಾಳಕ್ಕೆ ಸಂಪರ್ಕ ಕಲ್ಪಿಸುವ ಪ್ರಮುಖರಸ್ತೆ ಸರ್ವೆ ನಂ. 62/2 ರಲ್ಲಿ 1.16 ಗುಂಟೆಯಲ್ಲಿ 5–08.00ಗುಂಟೆ ಜಮೀನಿನಲ್ಲಿ ಗೋಮಾಳ ರಸ್ತೆಗೆ ಅಕ್ರಮ ಕಾಂಪೌಂಡ್ ನಿರ್ಮಾಣವಾಗುತ್ತಿದೆ. ಮರಳೇನಹಳ್ಳಿ ಗೋವಾಳದಲ್ಲಿ ವಾಸಿಸುವ ಜನರಿಗೆ ಇರುವುದೊಂದೆ ಈ ಹಿಂದೆ ತುಮಕೂರು ಮಹಾನಗರ ಪಾಲಿಕೆ 2013– 14ನೇ ಸಾಲಿನ ವಿಶೇಷ ಅನುದಾನದ 100 ಕೋಟಿಯಲ್ಲಿ 43 ಲಕ್ಷ ರೂಗಳಲ್ಲಿ ಪಿಲ್ಲಿ ರಸ್ತೆ ಹಾಕಿರುವ ಸಂಬಂಧಿಸಿ, ಆದರೂ ಸಹ ಪ್ರಭಾವಿಗಳು ಸರ್ವೆ ನಂ, 62/2 ರ ಮಾಲೀಕರಾದ ಚಂದ್ರಯ್ಯ ಮತ್ತು ಅವರ ಮಗ ನರ್ಜನರವರು ಜನರಿಗೆ ತೊಂದರೆ ಕೊಡುವ ಉದ್ದೇಶದಿಂದ ರಸ್ತೆಯನ್ನು ಬಂದ್ ಮಾಡಿಕಂತಿ ಬೇಲಿಯನ್ನು ಹಾಕಲು ಮುಂದಾಗಿದ್ದಾರೆ. ಇದರಿಂದ ಶಾಲಾ ಕಾಲೇಜಿಗೆ ಹೋಗುವ ಮಕ್ಕಳಿಗೆ ಹಾಗೂ ವಯೋವೃದ್ಧರಿಗೆ, ವಾಹಿಳೆಗೆ, ಉದ್ಯೋಗಕ್ಕಾಗಿ ತೆರಳುವ ಸ್ಥಳೀಯರಿಗೆ xyxy=(78,197,302,769)
